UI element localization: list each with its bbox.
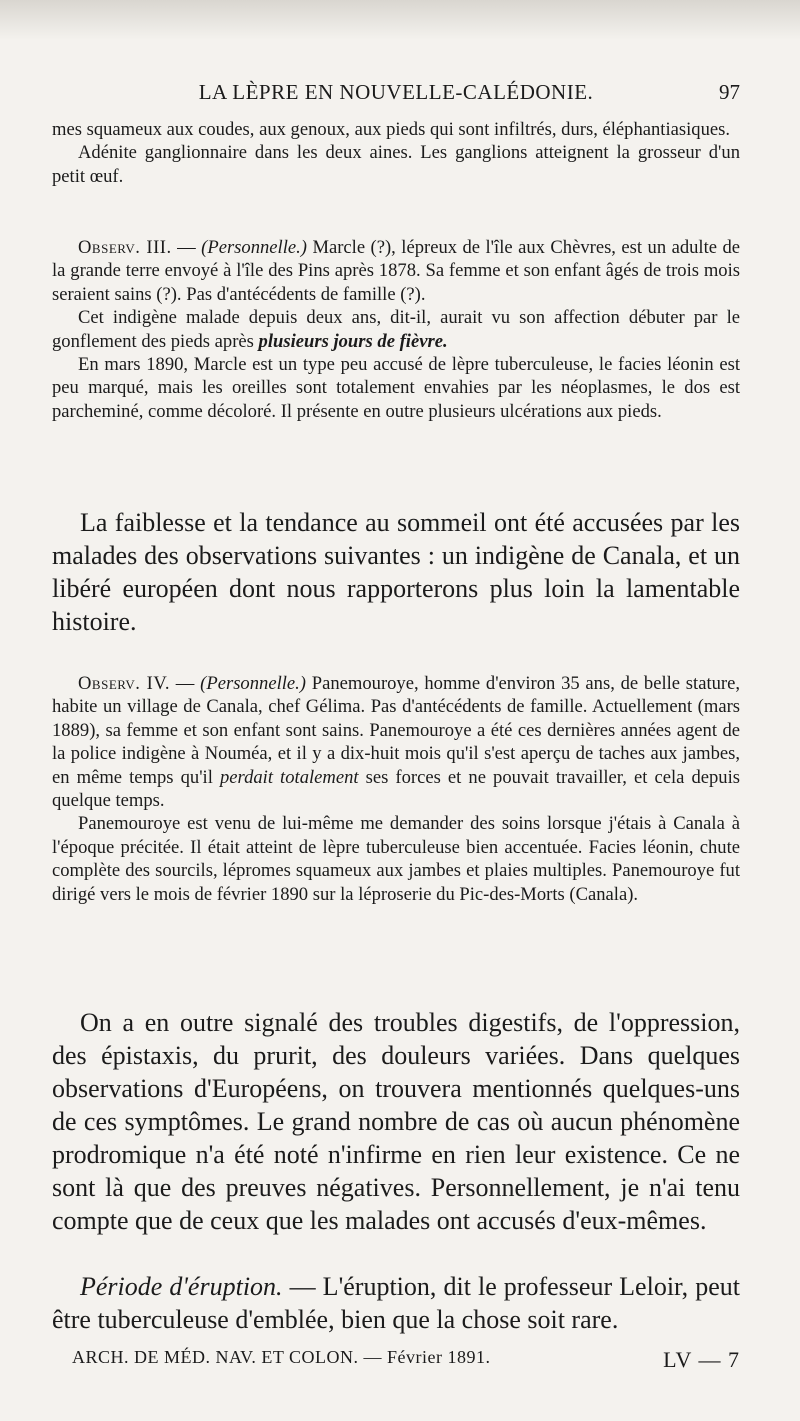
journal-reference: ARCH. DE MÉD. NAV. ET COLON. — Février 1891.	[72, 1347, 491, 1367]
large-paragraph-3	[52, 1270, 740, 1336]
paragraph: mes squameux aux coudes, aux genoux, aux pieds qui sont infiltrés, durs, éléphantiasiques.	[52, 119, 731, 140]
emphasis: plusieurs jours de fièvre.	[258, 330, 448, 352]
paragraph: La faiblesse et la tendance au sommeil ont été accusées par les malades des observations suivantes : un indigène de Canala, et un libéré européen dont nous rapporterons plus loin la lamentable histoire.	[52, 508, 740, 636]
paragraph: Cet indigène malade depuis deux ans, dit-il, aurait vu son affection débuter par le gonflement des pieds après plusieurs jours de fièvre.	[52, 307, 740, 352]
large-paragraph-1	[52, 506, 740, 638]
paragraph: Panemouroye est venu de lui-même me demander des soins lorsque j'étais à Canala à l'époque précitée. Il était atteint de lèpre tuberculeuse bien accentuée. Facies léonin, chute complète des sourcils, lépromes squameux aux jambes et plaies multiples. Panemouroye fut dirigé vers le mois de février 1890 sur la léproserie du Pic-des-Morts (Canala).	[52, 813, 740, 905]
observation-source: (Personnelle.)	[201, 237, 307, 258]
observation-source: (Personnelle.)	[200, 673, 306, 694]
observation-4	[52, 672, 740, 906]
large-paragraph-2	[52, 1006, 740, 1237]
section-heading: Période d'éruption.	[80, 1272, 283, 1301]
paragraph: Observ. III. — (Personnelle.) Marcle (?), lépreux de l'île aux Chèvres, est un adulte de la grande terre envoyé à l'île des Pins après 1878. Sa femme et son enfant âgés de trois mois seraient sains (?). Pas d'antécédents de famille (?).	[52, 237, 741, 305]
page-number: 97	[719, 80, 740, 104]
page-top-edge	[0, 0, 800, 40]
observation-label: Observ. IV.	[78, 673, 171, 694]
signature-mark: LV — 7	[663, 1347, 740, 1372]
paragraph: Adénite ganglionnaire dans les deux aines. Les ganglions atteignent la grosseur d'un petit œuf.	[52, 142, 740, 187]
paragraph: En mars 1890, Marcle est un type peu accusé de lèpre tuberculeuse, le facies léonin est peu marqué, mais les oreilles sont totalement envahies par les néoplasmes, le dos est parcheminé, comme décoloré. Il présente en outre plusieurs ulcérations aux pieds.	[52, 354, 740, 422]
page-footer	[72, 1347, 740, 1377]
paragraph: On a en outre signalé des troubles digestifs, de l'oppression, des épistaxis, du prurit, des douleurs variées. Dans quelques observations d'Européens, on trouvera mentionnés quelques-uns de ces symptômes. Le grand nombre de cas où aucun phénomène prodromique n'a été noté n'infirme en rien leur existence. Ce ne sont là que des preuves négatives. Personnellement, je n'ai tenu compte que de ceux que les malades ont accusés d'eux-mêmes.	[52, 1008, 740, 1235]
block-continuation	[52, 118, 740, 188]
observation-label: Observ. III.	[78, 237, 172, 258]
running-title: LA LÈPRE EN NOUVELLE-CALÉDONIE.	[198, 80, 594, 104]
paragraph: Observ. IV. — (Personnelle.) Panemouroye, homme d'environ 35 ans, de belle stature, habite un village de Canala, chef Gélima. Pas d'antécédents de famille. Actuellement (mars 1889), sa femme et son enfant sont sains. Panemouroye a été ces dernières années agent de la police indigène à Nouméa, et il y a dix-huit mois qu'il s'est aperçu de taches aux jambes, en même temps qu'il perdait totalement ses forces et ne pouvait travailler, et cela depuis quelque temps.	[52, 673, 740, 812]
emphasis: perdait totalement	[219, 766, 359, 788]
observation-3	[52, 236, 740, 423]
paragraph: Période d'éruption. — L'éruption, dit le professeur Leloir, peut être tuberculeuse d'emblée, bien que la chose soit rare.	[52, 1272, 740, 1334]
page-header	[52, 80, 740, 110]
